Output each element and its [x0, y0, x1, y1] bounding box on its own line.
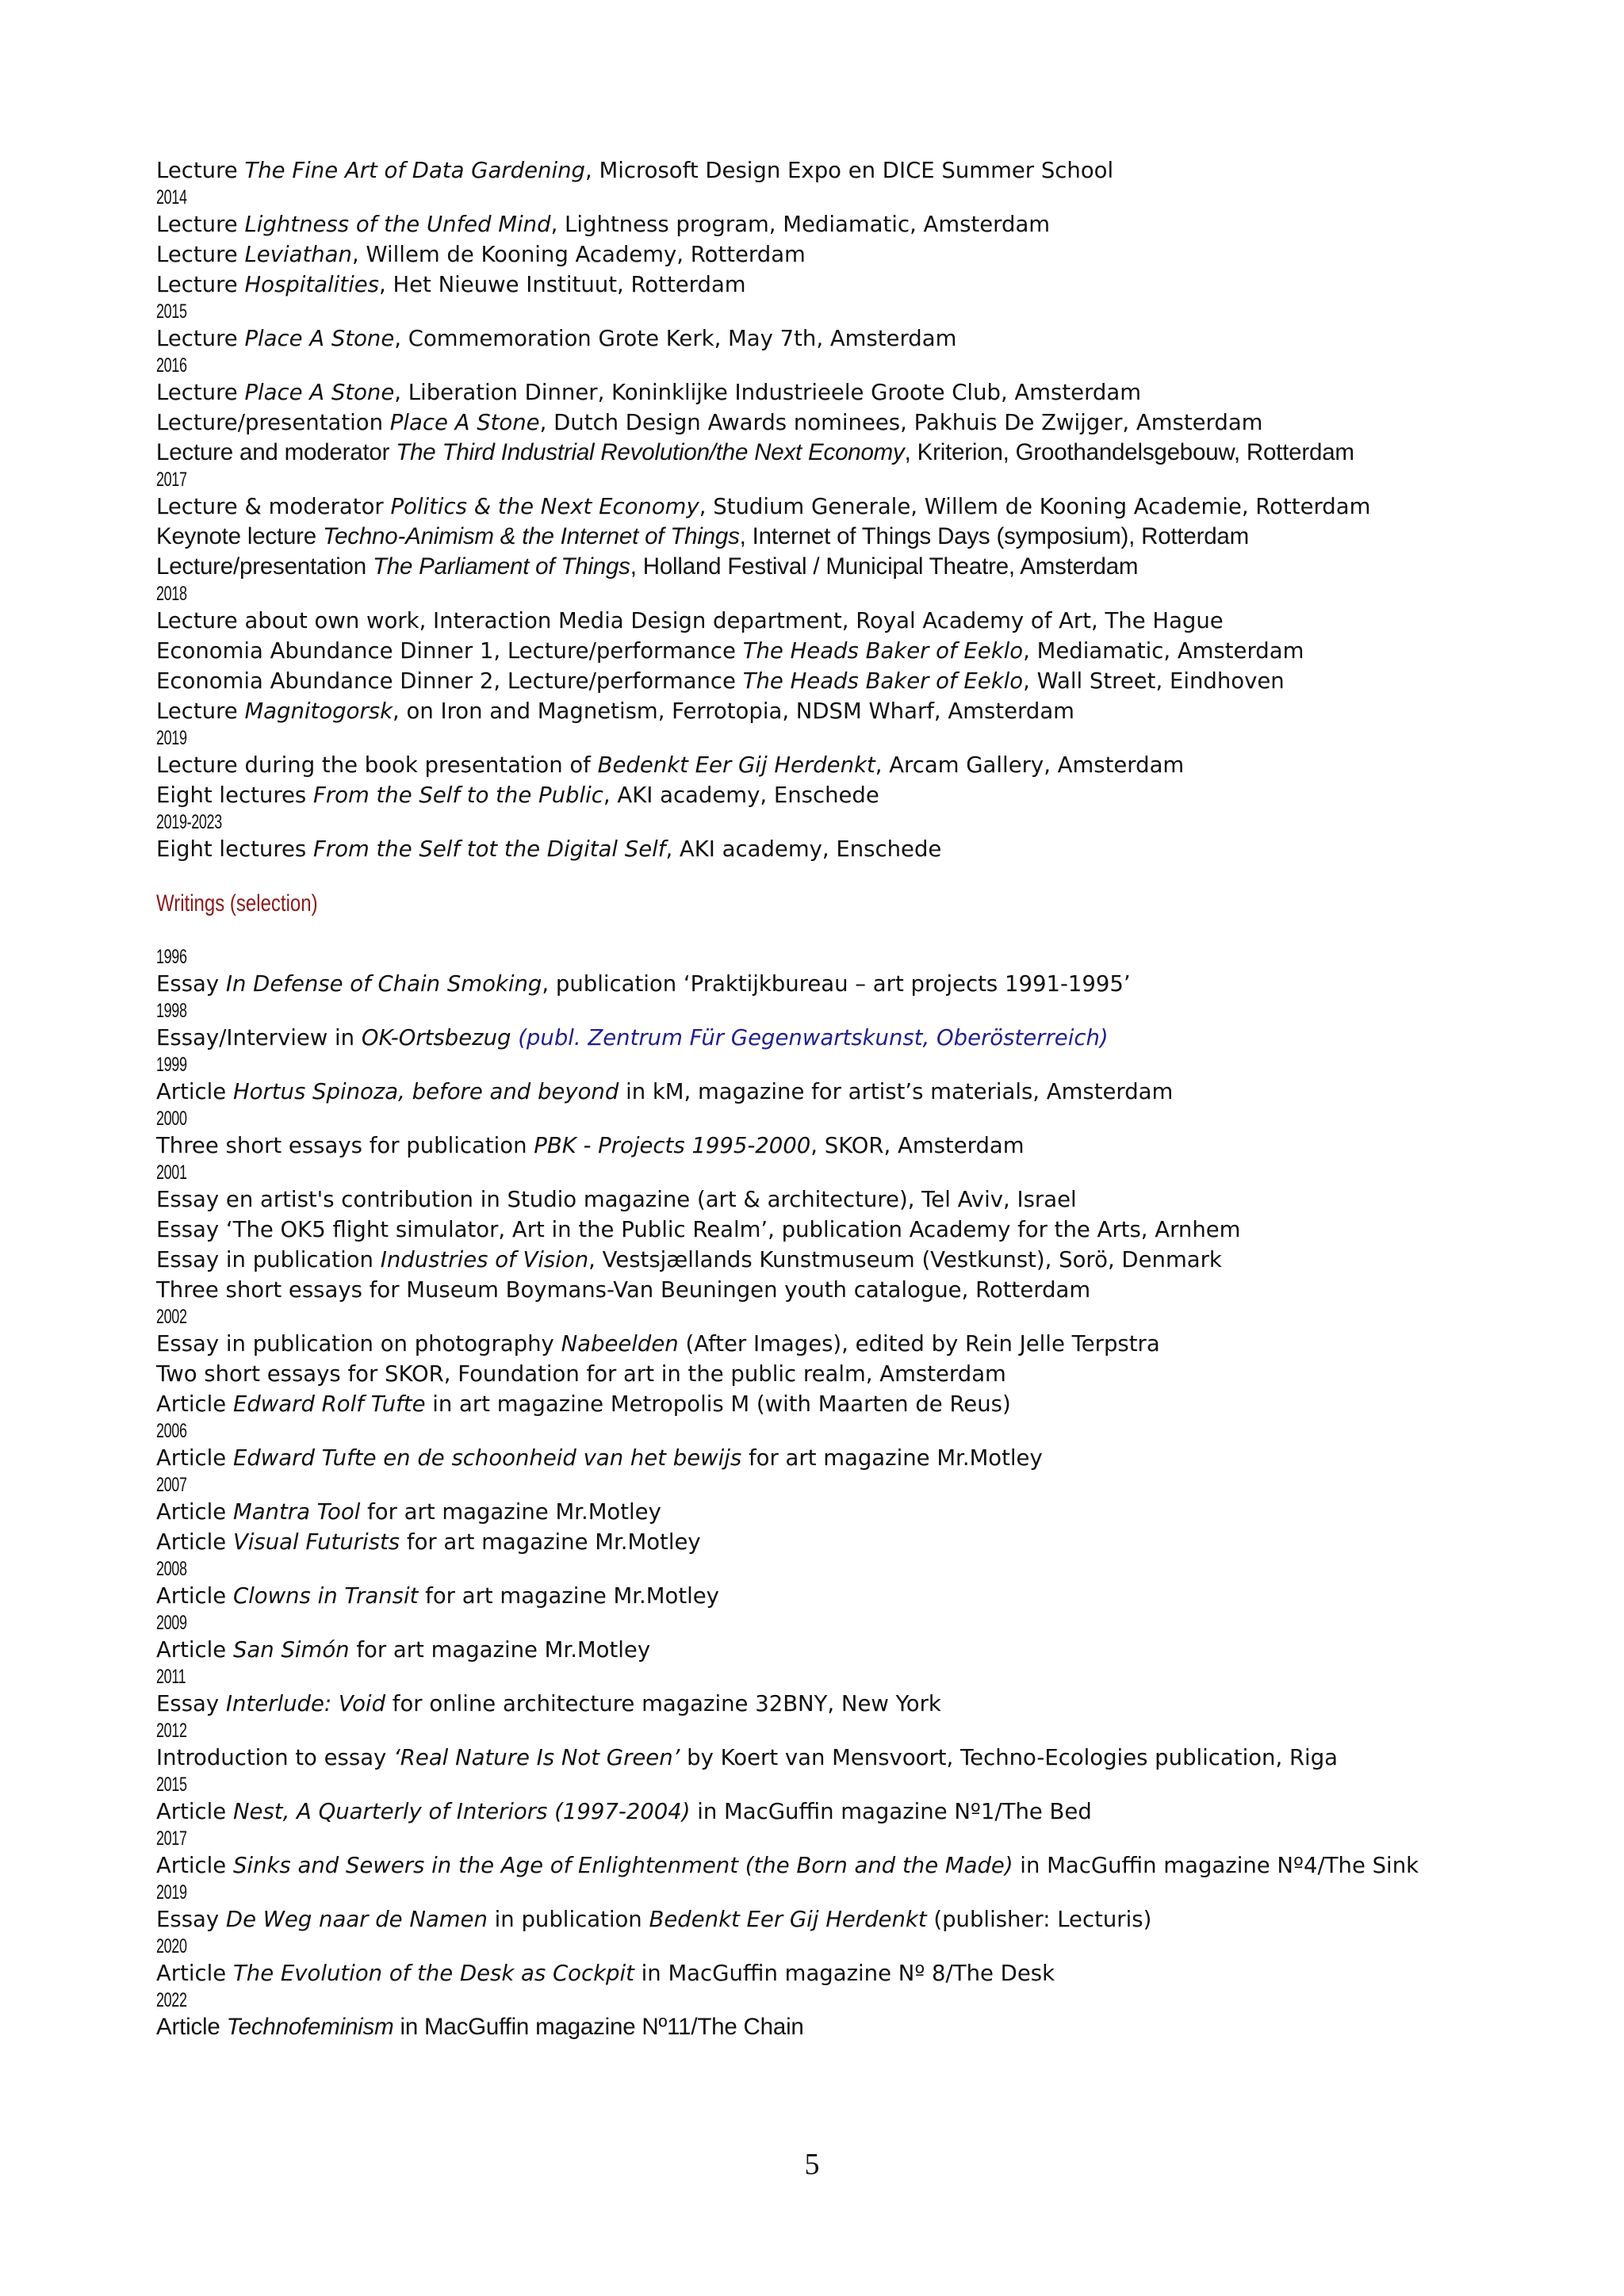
writing-entry: [156, 1443, 1552, 1473]
lecture-entry: [156, 239, 1552, 270]
entry-text: (After Images), edited by Rein Jelle Terpstra: [678, 1331, 1160, 1357]
entry-text: for online architecture magazine 32BNY, New York: [385, 1691, 941, 1716]
entry-text: Economia Abundance Dinner 1, Lecture/performance: [156, 638, 743, 664]
entry-text: [511, 1025, 518, 1050]
entry-title-italic: The Heads Baker of Eeklo: [742, 668, 1024, 694]
lecture-entry: [156, 750, 1552, 780]
entry-title-italic: The Parliament of Things: [372, 553, 630, 580]
entry-text: for art magazine Mr.Motley: [741, 1445, 1043, 1471]
entry-text: Article: [156, 1499, 233, 1525]
writing-entry: [156, 1797, 1552, 1827]
entry-title-italic: The Heads Baker of Eeklo: [742, 638, 1024, 664]
entry-text: Lecture/presentation: [156, 553, 373, 580]
entry-text: in MacGuffin magazine Nº 8/The Desk: [634, 1961, 1055, 1986]
entry-text: , Liberation Dinner, Koninklijke Industrieele Groote Club, Amsterdam: [394, 380, 1141, 405]
entry-text: , Het Nieuwe Instituut, Rotterdam: [378, 272, 746, 297]
entry-text: , Commemoration Grote Kerk, May 7th, Amsterdam: [394, 326, 957, 351]
writing-entry: [156, 1131, 1552, 1161]
lecture-entry: [156, 492, 1552, 522]
entry-text: Article: [156, 1445, 233, 1471]
entry-text: in publication: [487, 1907, 649, 1932]
page-number: 5: [804, 2148, 820, 2181]
lecture-entry: [156, 209, 1552, 239]
lectures-list: [156, 155, 1552, 864]
writing-year-heading: 2015: [156, 1774, 187, 1796]
writing-entry: [156, 1497, 1552, 1527]
entry-text: Lecture: [156, 158, 245, 183]
entry-text: Lecture and moderator: [156, 439, 396, 465]
writing-entry: [156, 1850, 1552, 1881]
entry-title-italic: Interlude: Void: [225, 1691, 386, 1716]
entry-title-italic: Visual Futurists: [232, 1529, 400, 1555]
lecture-year-heading: 2016: [156, 354, 187, 377]
entry-text: in kM, magazine for artist’s materials, Amsterdam: [619, 1079, 1174, 1104]
lecture-entry: [156, 438, 1552, 468]
entry-text: , SKOR, Amsterdam: [810, 1133, 1025, 1158]
entry-title-italic: Clowns in Transit: [232, 1583, 419, 1609]
writing-entry: [156, 1184, 1552, 1215]
entry-text: Article: [156, 1391, 233, 1417]
writing-year-heading: 1999: [156, 1054, 187, 1076]
writing-entry: [156, 1245, 1552, 1275]
writing-entry: [156, 1581, 1552, 1611]
entry-title-italic: The Evolution of the Desk as Cockpit: [232, 1961, 634, 1986]
entry-text: Essay en artist's contribution in Studio magazine (art & architecture), Tel Aviv, Israel: [156, 1187, 1077, 1212]
writing-year-heading: 2008: [156, 1558, 187, 1580]
lecture-year-heading: 2019: [156, 727, 187, 749]
entry-title-italic: Magnitogorsk: [244, 698, 393, 724]
entry-text: Economia Abundance Dinner 2, Lecture/performance: [156, 668, 743, 694]
entry-text: Eight lectures: [156, 783, 314, 808]
entry-text: Essay/Interview in: [156, 1025, 362, 1050]
entry-title-italic: From the Self to the Public: [313, 783, 603, 808]
entry-text: Article: [156, 1637, 233, 1663]
lecture-entry: [156, 606, 1552, 636]
lecture-entry: [156, 636, 1552, 666]
entry-title-italic: Place A Stone: [244, 326, 395, 351]
lecture-entry: [156, 780, 1552, 810]
writing-entry: [156, 1077, 1552, 1107]
entry-text: Article: [156, 1799, 233, 1824]
entry-title-italic: ‘Real Nature Is Not Green’: [393, 1745, 680, 1770]
entry-text: in MacGuffin magazine Nº4/The Sink: [1013, 1853, 1419, 1878]
writing-entry: [156, 969, 1552, 999]
writing-year-heading: 2009: [156, 1612, 187, 1634]
writing-entry: [156, 1904, 1552, 1934]
entry-text: for art magazine Mr.Motley: [418, 1583, 719, 1609]
entry-text: Essay: [156, 1691, 226, 1716]
writing-year-heading: 2000: [156, 1108, 187, 1130]
entry-text: Lecture & moderator: [156, 494, 391, 519]
writing-year-heading: 2012: [156, 1720, 187, 1742]
entry-text: Two short essays for SKOR, Foundation for art in the public realm, Amsterdam: [156, 1361, 1006, 1387]
writing-year-heading: 1998: [156, 1000, 187, 1022]
entry-text: , Vestsjællands Kunstmuseum (Vestkunst), Sorö, Denmark: [588, 1247, 1222, 1272]
entry-text: in MacGuffin magazine Nº11/The Chain: [393, 2014, 804, 2040]
entry-note: (publ. Zentrum Für Gegenwartskunst, Oberösterreich): [518, 1025, 1109, 1050]
lecture-entry: [156, 155, 1552, 186]
page-content: [156, 155, 1552, 2042]
entry-title-italic: Technofeminism: [226, 2014, 394, 2040]
lecture-entry: [156, 666, 1552, 696]
entry-title-italic: Edward Rolf Tufte: [232, 1391, 426, 1417]
lecture-entry: [156, 377, 1552, 408]
writing-year-heading: 2022: [156, 1989, 187, 2011]
writing-entry: [156, 2012, 1552, 2042]
entry-title-italic: Place A Stone: [244, 380, 395, 405]
entry-title-italic: Mantra Tool: [232, 1499, 361, 1525]
writing-entry: [156, 1215, 1552, 1245]
writing-entry: [156, 1023, 1552, 1053]
entry-title-italic: PBK - Projects 1995-2000: [534, 1133, 811, 1158]
entry-text: Essay in publication: [156, 1247, 381, 1272]
entry-text: in art magazine Metropolis M (with Maarten de Reus): [425, 1391, 1011, 1417]
entry-text: Article: [156, 2014, 227, 2040]
entry-text: , AKI academy, Enschede: [603, 783, 879, 808]
lecture-year-heading: 2015: [156, 300, 187, 323]
lecture-entry: [156, 323, 1552, 354]
writing-year-heading: 2011: [156, 1666, 186, 1688]
lecture-year-heading: 2018: [156, 583, 187, 605]
entry-title-italic: Nabeelden: [561, 1331, 679, 1357]
writing-entry: [156, 1743, 1552, 1773]
entry-text: for art magazine Mr.Motley: [349, 1637, 651, 1663]
entry-title-italic: Techno-Animism & the Internet of Things: [322, 523, 740, 549]
writing-entry: [156, 1359, 1552, 1389]
entry-text: , publication ‘Praktijkbureau – art projects 1991-1995’: [542, 971, 1131, 997]
writing-entry: [156, 1275, 1552, 1305]
entry-text: , Holland Festival / Municipal Theatre, Amsterdam: [630, 553, 1139, 580]
entry-text: , Kriterion, Groothandelsgebouw, Rotterdam: [904, 439, 1354, 465]
entry-text: Lecture: [156, 242, 245, 267]
entry-text: Three short essays for publication: [156, 1133, 534, 1158]
entry-title-italic: Politics & the Next Economy: [390, 494, 699, 519]
writing-entry: [156, 1635, 1552, 1665]
entry-text: in MacGuffin magazine Nº1/The Bed: [690, 1799, 1092, 1824]
entry-text: (publisher: Lecturis): [926, 1907, 1152, 1932]
entry-title-italic: The Fine Art of Data Gardening: [244, 158, 585, 183]
entry-text: , on Iron and Magnetism, Ferrotopia, NDSM Wharf, Amsterdam: [393, 698, 1074, 724]
entry-text: Essay ‘The OK5 flight simulator, Art in the Public Realm’, publication Academy for the Arts, Arnhem: [156, 1217, 1241, 1242]
entry-text: Article: [156, 1583, 233, 1609]
entry-text: Essay: [156, 1907, 226, 1932]
writing-year-heading: 2001: [156, 1161, 187, 1184]
entry-title-italic: Sinks and Sewers in the Age of Enlightenment (the Born and the Made): [232, 1853, 1013, 1878]
entry-title-italic: San Simón: [232, 1637, 350, 1663]
entry-title-italic: Industries of Vision: [380, 1247, 589, 1272]
writing-entry: [156, 1958, 1552, 1988]
entry-text: , Willem de Kooning Academy, Rotterdam: [351, 242, 806, 267]
entry-text: Eight lectures: [156, 836, 314, 862]
entry-title-italic: De Weg naar de Namen: [225, 1907, 488, 1932]
entry-text: Lecture about own work, Interaction Media Design department, Royal Academy of Art, The Hague: [156, 608, 1224, 633]
entry-text: Lecture: [156, 698, 245, 724]
writing-year-heading: 2002: [156, 1306, 187, 1328]
entry-title-italic: Lightness of the Unfed Mind: [244, 212, 551, 237]
entry-title-italic: In Defense of Chain Smoking: [225, 971, 542, 997]
entry-text: Article: [156, 1961, 233, 1986]
writings-list: [156, 945, 1552, 2042]
entry-title-italic: Leviathan: [244, 242, 352, 267]
entry-title-italic: Nest, A Quarterly of Interiors (1997-2004): [232, 1799, 691, 1824]
entry-title-italic: From the Self tot the Digital Self: [313, 836, 666, 862]
entry-title-italic: Hospitalities: [244, 272, 379, 297]
lecture-entry: [156, 834, 1552, 864]
entry-text: Lecture during the book presentation of: [156, 752, 598, 778]
entry-title-italic: OK-Ortsbezug: [361, 1025, 511, 1050]
entry-text: Lecture/presentation: [156, 410, 390, 435]
entry-text: Article: [156, 1079, 233, 1104]
lecture-entry: [156, 270, 1552, 300]
entry-text: Introduction to essay: [156, 1745, 394, 1770]
entry-text: , Wall Street, Eindhoven: [1023, 668, 1285, 694]
writing-year-heading: 1996: [156, 946, 187, 968]
entry-text: Article: [156, 1853, 233, 1878]
entry-text: for art magazine Mr.Motley: [360, 1499, 661, 1525]
entry-title-italic: Place A Stone: [389, 410, 540, 435]
entry-text: , Arcam Gallery, Amsterdam: [875, 752, 1185, 778]
writing-year-heading: 2020: [156, 1935, 187, 1957]
entry-title-italic: Bedenkt Eer Gij Herdenkt: [597, 752, 875, 778]
entry-text: Essay in publication on photography: [156, 1331, 561, 1357]
entry-text: by Koert van Mensvoort, Techno-Ecologies publication, Riga: [680, 1745, 1338, 1770]
writing-entry: [156, 1689, 1552, 1719]
entry-title-italic: The Third Industrial Revolution/the Next Economy: [396, 439, 905, 465]
entry-text: , Microsoft Design Expo en DICE Summer School: [584, 158, 1114, 183]
section-title-writings: Writings (selection): [156, 890, 318, 916]
entry-text: Lecture: [156, 272, 245, 297]
entry-text: Essay: [156, 971, 226, 997]
lecture-year-heading: 2014: [156, 186, 187, 209]
writing-year-heading: 2006: [156, 1420, 187, 1442]
writing-entry: [156, 1527, 1552, 1557]
entry-text: , Internet of Things Days (symposium), Rotterdam: [739, 523, 1250, 549]
entry-text: , Dutch Design Awards nominees, Pakhuis De Zwijger, Amsterdam: [539, 410, 1263, 435]
lecture-entry: [156, 552, 1552, 582]
lecture-year-heading: 2017: [156, 469, 187, 491]
entry-text: Lecture: [156, 326, 245, 351]
entry-text: Three short essays for Museum Boymans-Van Beuningen youth catalogue, Rotterdam: [156, 1277, 1091, 1303]
lecture-year-heading: 2019-2023: [156, 811, 222, 833]
entry-text: Lecture: [156, 380, 245, 405]
entry-text: Keynote lecture: [156, 523, 323, 549]
writing-year-heading: 2007: [156, 1474, 187, 1496]
lecture-entry: [156, 408, 1552, 438]
entry-text: , AKI academy, Enschede: [665, 836, 942, 862]
entry-text: , Mediamatic, Amsterdam: [1023, 638, 1304, 664]
entry-title-italic: Bedenkt Eer Gij Herdenkt: [649, 1907, 927, 1932]
writing-year-heading: 2017: [156, 1827, 187, 1850]
entry-text: , Studium Generale, Willem de Kooning Academie, Rotterdam: [699, 494, 1371, 519]
writing-entry: [156, 1329, 1552, 1359]
entry-text: Lecture: [156, 212, 245, 237]
writing-entry: [156, 1389, 1552, 1419]
entry-title-italic: Hortus Spinoza, before and beyond: [232, 1079, 619, 1104]
lecture-entry: [156, 522, 1552, 552]
entry-text: , Lightness program, Mediamatic, Amsterdam: [550, 212, 1051, 237]
entry-title-italic: Edward Tufte en de schoonheid van het bewijs: [232, 1445, 742, 1471]
entry-text: Article: [156, 1529, 233, 1555]
lecture-entry: [156, 696, 1552, 726]
entry-text: for art magazine Mr.Motley: [400, 1529, 701, 1555]
writing-year-heading: 2019: [156, 1881, 187, 1904]
